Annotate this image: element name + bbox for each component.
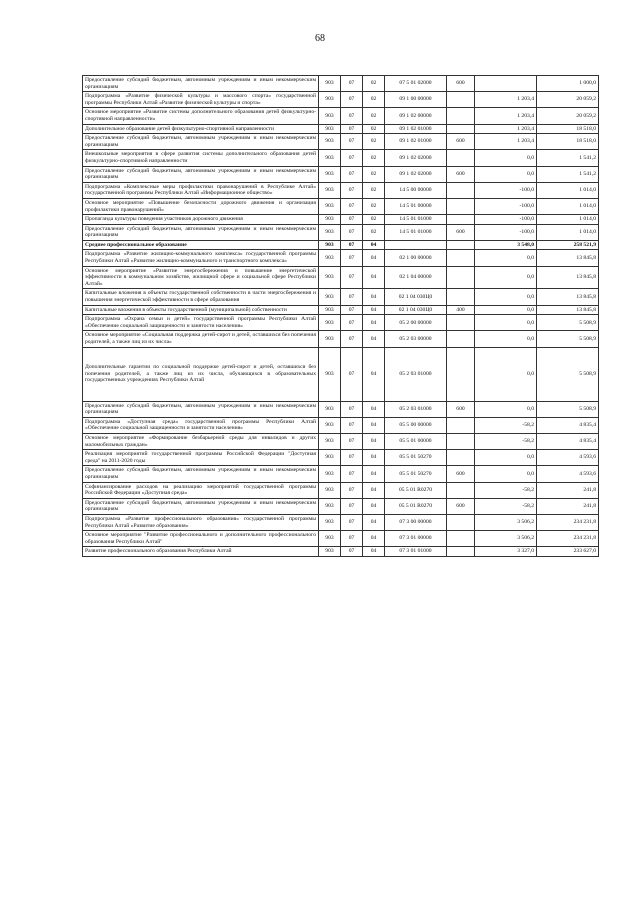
table-row [83, 182, 599, 198]
cell-target-article: 09 1 02 01000 [385, 124, 447, 134]
cell-subsection: 04 [363, 498, 385, 514]
cell-expense-type [447, 289, 475, 305]
cell-total: 20 059,2 [537, 92, 599, 108]
cell-section: 07 [341, 266, 363, 289]
cell-admin-code: 903 [319, 250, 341, 266]
cell-change: -58,2 [475, 417, 537, 433]
cell-change: 0,0 [475, 466, 537, 482]
cell-section: 07 [341, 466, 363, 482]
cell-admin-code: 903 [319, 433, 341, 449]
cell-target-article: 02 1 04 030Ц0 [385, 305, 447, 315]
cell-subsection: 04 [363, 305, 385, 315]
cell-subsection: 02 [363, 166, 385, 182]
cell-total: 1 014,0 [537, 198, 599, 214]
cell-name: Капитальные вложения в объекты государственной собственности в части энергосбережения и повышения энергетической эффективности в сфере образования [83, 289, 319, 305]
table-row [83, 250, 599, 266]
cell-change: 0,0 [475, 289, 537, 305]
cell-admin-code: 903 [319, 215, 341, 225]
cell-section: 07 [341, 240, 363, 250]
cell-change: -58,2 [475, 482, 537, 498]
table-row [83, 482, 599, 498]
cell-target-article: 05 5 01 R0270 [385, 498, 447, 514]
cell-name: Основное мероприятие "Развитие профессионального и дополнительного профессионального образования Республики Алтай" [83, 531, 319, 547]
cell-change: 3 548,0 [475, 240, 537, 250]
cell-name: Подпрограмма «Развитие физической культуры и массового спорта» государственной программы Республики Алтай «Развитие физической культуры и спорта» [83, 92, 319, 108]
cell-total: 234 231,8 [537, 514, 599, 530]
table-row [83, 466, 599, 482]
cell-change: 3 506,2 [475, 531, 537, 547]
table-row [83, 150, 599, 166]
cell-change: 0,0 [475, 331, 537, 347]
cell-subsection: 04 [363, 547, 385, 557]
cell-total: 1 014,0 [537, 215, 599, 225]
cell-section: 07 [341, 92, 363, 108]
cell-expense-type [447, 92, 475, 108]
table-row [83, 514, 599, 530]
cell-subsection: 04 [363, 514, 385, 530]
cell-admin-code: 903 [319, 108, 341, 124]
cell-section: 07 [341, 182, 363, 198]
cell-name: Предоставление субсидий бюджетным, автономным учреждениям и иным некоммерческим организациям [83, 498, 319, 514]
cell-subsection: 02 [363, 134, 385, 150]
cell-target-article [385, 240, 447, 250]
cell-admin-code: 903 [319, 134, 341, 150]
table-row [83, 347, 599, 401]
cell-total: 4 593,6 [537, 466, 599, 482]
cell-name: Подпрограмма «Развитие жилищно-коммунального комплекса» государственной программы Республики Алтай «Развитие жилищно-коммунального и транспортного комплекса» [83, 250, 319, 266]
cell-total: 5 508,9 [537, 315, 599, 331]
cell-subsection: 04 [363, 315, 385, 331]
cell-subsection: 02 [363, 224, 385, 240]
table-body [83, 76, 599, 557]
cell-expense-type: 600 [447, 134, 475, 150]
cell-change: 0,0 [475, 166, 537, 182]
cell-expense-type: 600 [447, 166, 475, 182]
cell-total: 1 014,0 [537, 224, 599, 240]
cell-target-article: 05 2 03 00000 [385, 331, 447, 347]
cell-target-article: 09 1 00 00000 [385, 92, 447, 108]
cell-subsection: 02 [363, 76, 385, 92]
cell-admin-code: 903 [319, 124, 341, 134]
table-row [83, 289, 599, 305]
cell-expense-type [447, 531, 475, 547]
cell-target-article: 07 3 01 01000 [385, 547, 447, 557]
cell-target-article: 09 1 02 00000 [385, 108, 447, 124]
cell-name: Развитие профессионального образования Республики Алтай [83, 547, 319, 557]
cell-target-article: 05 5 01 R0270 [385, 482, 447, 498]
cell-target-article: 07 5 01 02000 [385, 76, 447, 92]
cell-expense-type [447, 150, 475, 166]
cell-change: 1 203,4 [475, 108, 537, 124]
cell-change: 0,0 [475, 315, 537, 331]
cell-name: Подпрограмма «Доступная среда» государственной программы Республики Алтай «Обеспечение социальной защищенности и занятости населения» [83, 417, 319, 433]
cell-admin-code: 903 [319, 498, 341, 514]
cell-subsection: 04 [363, 466, 385, 482]
cell-change: 0,0 [475, 305, 537, 315]
cell-name: Предоставление субсидий бюджетным, автономным учреждениям и иным некоммерческим организациям [83, 134, 319, 150]
cell-subsection: 04 [363, 331, 385, 347]
cell-admin-code: 903 [319, 531, 341, 547]
page-number: 68 [315, 33, 325, 44]
cell-name: Подпрограмма «Охрана семьи и детей» государственной программы Республики Алтай «Обеспечение социальной защищенности и занятости населения» [83, 315, 319, 331]
table-row [83, 76, 599, 92]
cell-target-article: 14 5 01 01000 [385, 224, 447, 240]
table-row [83, 433, 599, 449]
cell-section: 07 [341, 166, 363, 182]
cell-change: -58,2 [475, 498, 537, 514]
cell-admin-code: 903 [319, 331, 341, 347]
cell-name: Внешкольные мероприятия в сфере развития системы дополнительного образования детей физкультурно-спортивной направленности [83, 150, 319, 166]
cell-section: 07 [341, 150, 363, 166]
cell-section: 07 [341, 124, 363, 134]
cell-target-article: 02 1 04 00000 [385, 266, 447, 289]
table-row [83, 305, 599, 315]
cell-change: 1 203,4 [475, 92, 537, 108]
cell-section: 07 [341, 417, 363, 433]
cell-expense-type [447, 250, 475, 266]
cell-total: 258 521,9 [537, 240, 599, 250]
cell-name: Предоставление субсидий бюджетным, автономным учреждениям и иным некоммерческим организациям [83, 224, 319, 240]
cell-name: Основное мероприятие «Повышение безопасности дорожного движения и организация профилактики правонарушений» [83, 198, 319, 214]
cell-subsection: 04 [363, 401, 385, 417]
cell-change: 0,0 [475, 150, 537, 166]
cell-section: 07 [341, 289, 363, 305]
cell-section: 07 [341, 433, 363, 449]
cell-subsection: 02 [363, 150, 385, 166]
cell-target-article: 05 2 00 00000 [385, 315, 447, 331]
cell-total: 18 518,0 [537, 124, 599, 134]
cell-total: 20 059,2 [537, 108, 599, 124]
cell-name: Капитальные вложения в объекты государственной (муниципальной) собственности [83, 305, 319, 315]
cell-section: 07 [341, 108, 363, 124]
cell-total: 13 845,8 [537, 266, 599, 289]
cell-expense-type [447, 433, 475, 449]
cell-total: 4 835,4 [537, 417, 599, 433]
cell-expense-type [447, 240, 475, 250]
cell-admin-code: 903 [319, 240, 341, 250]
table-row [83, 417, 599, 433]
cell-subsection: 04 [363, 250, 385, 266]
cell-target-article: 02 1 00 00000 [385, 250, 447, 266]
cell-change: 0,0 [475, 347, 537, 401]
cell-target-article: 07 3 00 00000 [385, 514, 447, 530]
table-row [83, 134, 599, 150]
cell-subsection: 04 [363, 289, 385, 305]
cell-target-article: 05 2 03 01000 [385, 401, 447, 417]
cell-name: Подпрограмма «Развитие профессионального образования» государственной программы Республики Алтай «Развитие образования» [83, 514, 319, 530]
cell-section: 07 [341, 305, 363, 315]
cell-admin-code: 903 [319, 289, 341, 305]
cell-total: 5 508,9 [537, 331, 599, 347]
cell-admin-code: 903 [319, 347, 341, 401]
cell-admin-code: 903 [319, 514, 341, 530]
cell-admin-code: 903 [319, 92, 341, 108]
table-row [83, 92, 599, 108]
cell-expense-type [447, 417, 475, 433]
cell-target-article: 09 1 02 02000 [385, 150, 447, 166]
cell-change: 1 203,4 [475, 134, 537, 150]
cell-total: 13 845,8 [537, 305, 599, 315]
cell-expense-type [447, 198, 475, 214]
cell-expense-type [447, 124, 475, 134]
cell-name: Предоставление субсидий бюджетным, автономным учреждениям и иным некоммерческим организациям [83, 466, 319, 482]
cell-section: 07 [341, 498, 363, 514]
cell-admin-code: 903 [319, 266, 341, 289]
table-row [83, 198, 599, 214]
cell-section: 07 [341, 215, 363, 225]
cell-name: Дополнительное образование детей физкультурно-спортивной направленности [83, 124, 319, 134]
cell-expense-type: 600 [447, 498, 475, 514]
table-row [83, 166, 599, 182]
table-row [83, 124, 599, 134]
cell-target-article: 07 3 01 00000 [385, 531, 447, 547]
table-row [83, 224, 599, 240]
cell-expense-type [447, 331, 475, 347]
cell-admin-code: 903 [319, 417, 341, 433]
table-row [83, 401, 599, 417]
cell-expense-type: 600 [447, 224, 475, 240]
cell-subsection: 02 [363, 182, 385, 198]
cell-target-article: 09 1 02 01000 [385, 134, 447, 150]
cell-target-article: 09 1 02 02000 [385, 166, 447, 182]
cell-admin-code: 903 [319, 76, 341, 92]
cell-name: Реализация мероприятий государственной программы Российской Федерации "Доступная среда" на 2011-2020 годы [83, 450, 319, 466]
cell-name: Предоставление субсидий бюджетным, автономным учреждениям и иным некоммерческим организациям [83, 76, 319, 92]
cell-total: 4 593,6 [537, 450, 599, 466]
cell-total: 18 518,0 [537, 134, 599, 150]
cell-section: 07 [341, 250, 363, 266]
cell-admin-code: 903 [319, 547, 341, 557]
cell-expense-type [447, 108, 475, 124]
cell-subsection: 04 [363, 531, 385, 547]
cell-name: Основное мероприятие «Развитие энергосбережения и повышение энергетической эффективности в коммунальном хозяйстве, жилищной сфере и социальной сфере Республики Алтай» [83, 266, 319, 289]
cell-admin-code: 903 [319, 198, 341, 214]
cell-expense-type [447, 266, 475, 289]
cell-name: Предоставление субсидий бюджетным, автономным учреждениям и иным некоммерческим организациям [83, 166, 319, 182]
cell-total: 241,8 [537, 482, 599, 498]
table-row [83, 266, 599, 289]
cell-expense-type [447, 182, 475, 198]
cell-section: 07 [341, 347, 363, 401]
cell-section: 07 [341, 134, 363, 150]
cell-section: 07 [341, 531, 363, 547]
cell-expense-type [447, 315, 475, 331]
cell-section: 07 [341, 514, 363, 530]
cell-subsection: 04 [363, 450, 385, 466]
cell-change: -100,0 [475, 182, 537, 198]
cell-subsection: 02 [363, 108, 385, 124]
table-row [83, 315, 599, 331]
table-row [83, 240, 599, 250]
cell-name: Основное мероприятие «Формирование безбарьерной среды для инвалидов и других маломобильных граждан» [83, 433, 319, 449]
cell-expense-type [447, 347, 475, 401]
cell-admin-code: 903 [319, 401, 341, 417]
cell-name: Дополнительные гарантии по социальной поддержке детей-сирот и детей, оставшихся без попечения родителей, а также лиц из их числа, обучающихся в образовательных государственных учреждениях Республики Алтай [83, 347, 319, 401]
cell-total: 1 014,0 [537, 182, 599, 198]
table-row [83, 547, 599, 557]
cell-section: 07 [341, 224, 363, 240]
cell-subsection: 02 [363, 92, 385, 108]
cell-change: 0,0 [475, 450, 537, 466]
cell-expense-type [447, 514, 475, 530]
cell-expense-type [447, 215, 475, 225]
cell-name: Подпрограмма «Комплексные меры профилактики правонарушений в Республике Алтай» государственной программы Республики Алтай «Информационное общество» [83, 182, 319, 198]
cell-change: 3 327,0 [475, 547, 537, 557]
cell-subsection: 04 [363, 417, 385, 433]
cell-change: 0,0 [475, 250, 537, 266]
table-row [83, 498, 599, 514]
table-row [83, 450, 599, 466]
cell-section: 07 [341, 315, 363, 331]
cell-expense-type: 600 [447, 76, 475, 92]
cell-total: 241,8 [537, 498, 599, 514]
cell-section: 07 [341, 76, 363, 92]
cell-change: -100,0 [475, 198, 537, 214]
cell-admin-code: 903 [319, 166, 341, 182]
cell-total: 5 508,9 [537, 347, 599, 401]
cell-expense-type: 600 [447, 466, 475, 482]
cell-section: 07 [341, 331, 363, 347]
cell-target-article: 14 5 00 00000 [385, 182, 447, 198]
cell-total: 233 627,0 [537, 547, 599, 557]
cell-name: Софинансирование расходов на реализацию мероприятий государственной программы Российской Федерации «Доступная среда» [83, 482, 319, 498]
cell-total: 1 541,2 [537, 166, 599, 182]
table-row [83, 108, 599, 124]
cell-expense-type: 400 [447, 305, 475, 315]
cell-total: 234 231,8 [537, 531, 599, 547]
table-row [83, 215, 599, 225]
cell-admin-code: 903 [319, 482, 341, 498]
cell-admin-code: 903 [319, 450, 341, 466]
cell-total: 1 000,0 [537, 76, 599, 92]
cell-section: 07 [341, 547, 363, 557]
cell-subsection: 02 [363, 215, 385, 225]
cell-subsection: 04 [363, 482, 385, 498]
cell-target-article: 05 5 01 50270 [385, 450, 447, 466]
cell-section: 07 [341, 198, 363, 214]
cell-expense-type [447, 450, 475, 466]
cell-change: -100,0 [475, 215, 537, 225]
cell-change [475, 76, 537, 92]
budget-table [82, 75, 599, 557]
cell-section: 07 [341, 450, 363, 466]
cell-target-article: 05 5 00 00000 [385, 417, 447, 433]
cell-admin-code: 903 [319, 150, 341, 166]
cell-section: 07 [341, 482, 363, 498]
cell-expense-type: 600 [447, 401, 475, 417]
cell-change: -100,0 [475, 224, 537, 240]
cell-expense-type [447, 547, 475, 557]
cell-target-article: 14 5 01 01000 [385, 215, 447, 225]
cell-admin-code: 903 [319, 224, 341, 240]
cell-section: 07 [341, 401, 363, 417]
cell-change: 1 203,4 [475, 124, 537, 134]
cell-target-article: 05 5 01 50270 [385, 466, 447, 482]
cell-subsection: 04 [363, 266, 385, 289]
cell-total: 13 845,8 [537, 289, 599, 305]
cell-admin-code: 903 [319, 182, 341, 198]
cell-name: Основное мероприятие «Развитие системы дополнительного образования детей физкультурно-спортивной направленности» [83, 108, 319, 124]
cell-admin-code: 903 [319, 305, 341, 315]
cell-subsection: 02 [363, 198, 385, 214]
cell-target-article: 05 5 01 00000 [385, 433, 447, 449]
cell-change: 0,0 [475, 401, 537, 417]
cell-change: -58,2 [475, 433, 537, 449]
cell-total: 13 845,8 [537, 250, 599, 266]
cell-admin-code: 903 [319, 315, 341, 331]
cell-subsection: 02 [363, 124, 385, 134]
cell-change: 3 506,2 [475, 514, 537, 530]
cell-target-article: 14 5 01 00000 [385, 198, 447, 214]
cell-expense-type [447, 482, 475, 498]
cell-name: Пропаганда культуры поведения участников дорожного движения [83, 215, 319, 225]
cell-change: 0,0 [475, 266, 537, 289]
cell-total: 4 835,4 [537, 433, 599, 449]
cell-target-article: 02 1 04 030Ц0 [385, 289, 447, 305]
cell-subsection: 04 [363, 347, 385, 401]
cell-name: Среднее профессиональное образование [83, 240, 319, 250]
cell-subsection: 04 [363, 240, 385, 250]
table-row [83, 531, 599, 547]
cell-total: 5 508,9 [537, 401, 599, 417]
cell-total: 1 541,2 [537, 150, 599, 166]
cell-target-article: 05 2 03 01000 [385, 347, 447, 401]
cell-subsection: 04 [363, 433, 385, 449]
cell-name: Основное мероприятие «Социальная поддержка детей-сирот и детей, оставшихся без попечения родителей, а также лиц из их числа» [83, 331, 319, 347]
cell-name: Предоставление субсидий бюджетным, автономным учреждениям и иным некоммерческим организациям [83, 401, 319, 417]
table-row [83, 331, 599, 347]
cell-admin-code: 903 [319, 466, 341, 482]
